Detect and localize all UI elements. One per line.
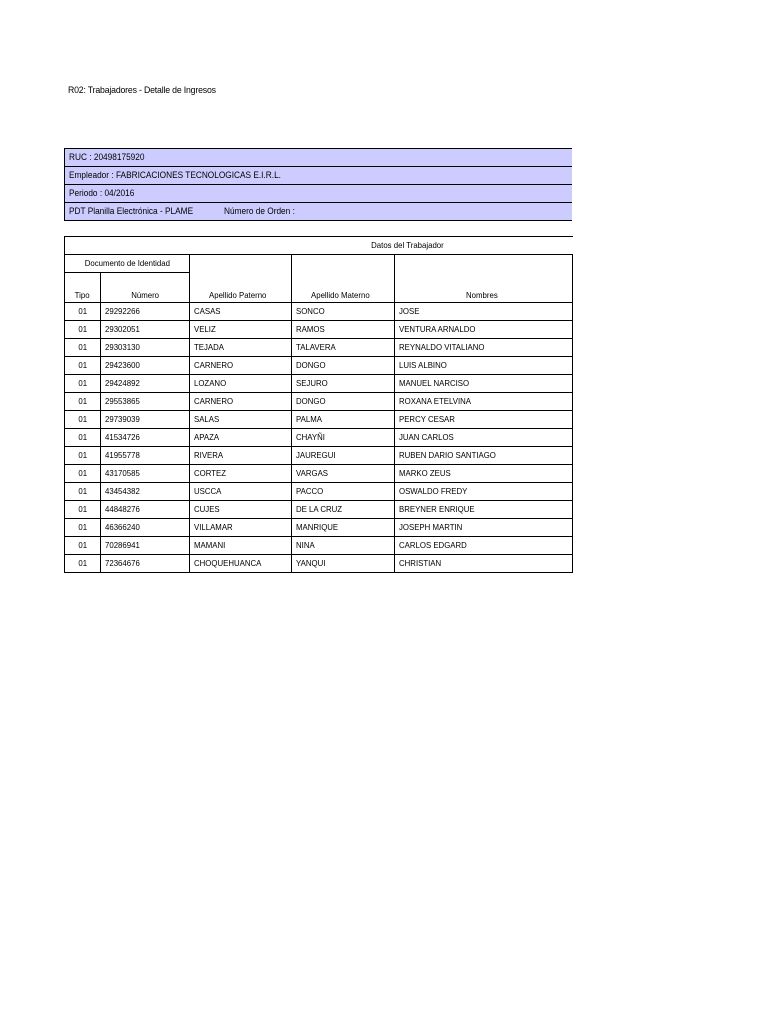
cell-apellido-paterno-text: CORTEZ	[194, 468, 227, 478]
col-header-numero-label: Número	[131, 290, 159, 300]
cell-numero-text: 44848276	[105, 504, 140, 514]
table-row	[65, 303, 573, 321]
cell-nombres-text: JOSEPH MARTIN	[399, 522, 463, 532]
cell-numero	[101, 501, 190, 519]
report-title: R02: Trabajadores - Detalle de Ingresos	[68, 85, 216, 96]
cell-apellido-materno	[292, 303, 395, 321]
ruc-label: RUC : 20498175920	[69, 152, 145, 162]
cell-apellido-materno-text: DONGO	[296, 396, 326, 406]
cell-numero-text: 29292266	[105, 306, 140, 316]
cell-tipo	[65, 519, 101, 537]
col-header-tipo	[65, 273, 101, 303]
employer-row	[65, 167, 572, 185]
cell-numero	[101, 483, 190, 501]
cell-apellido-materno-text: VARGAS	[296, 468, 329, 478]
cell-nombres-text: PERCY CESAR	[399, 414, 455, 424]
cell-apellido-paterno	[190, 555, 292, 573]
cell-apellido-materno	[292, 465, 395, 483]
cell-tipo	[65, 429, 101, 447]
cell-apellido-paterno-text: CUJES	[194, 504, 220, 514]
cell-apellido-materno	[292, 519, 395, 537]
cell-apellido-paterno	[190, 357, 292, 375]
worker-rows	[65, 303, 573, 573]
cell-nombres	[395, 519, 573, 537]
cell-numero-text: 29424892	[105, 378, 140, 388]
cell-nombres	[395, 501, 573, 519]
group-header-cell	[65, 237, 573, 255]
table-row	[65, 483, 573, 501]
cell-tipo	[65, 375, 101, 393]
cell-apellido-paterno-text: CHOQUEHUANCA	[194, 558, 262, 568]
cell-apellido-materno	[292, 447, 395, 465]
cell-nombres-text: MARKO ZEUS	[399, 468, 451, 478]
cell-apellido-materno-text: YANQUI	[296, 558, 326, 568]
workers-table	[64, 236, 573, 573]
cell-nombres	[395, 555, 573, 573]
cell-numero	[101, 357, 190, 375]
cell-numero-text: 29553865	[105, 396, 140, 406]
cell-numero	[101, 303, 190, 321]
cell-tipo-text: 01	[78, 558, 87, 568]
cell-apellido-materno-text: DONGO	[296, 360, 326, 370]
cell-tipo	[65, 501, 101, 519]
cell-tipo	[65, 537, 101, 555]
cell-numero-text: 29303130	[105, 342, 140, 352]
cell-apellido-paterno	[190, 501, 292, 519]
col-header-nombres-label: Nombres	[466, 290, 499, 300]
group-header-label: Datos del Trabajador	[371, 240, 445, 250]
cell-tipo-text: 01	[78, 504, 87, 514]
cell-numero-text: 29423600	[105, 360, 140, 370]
table-row	[65, 465, 573, 483]
cell-tipo	[65, 411, 101, 429]
cell-apellido-paterno	[190, 429, 292, 447]
table-row	[65, 501, 573, 519]
cell-numero	[101, 447, 190, 465]
table-row	[65, 447, 573, 465]
table-group-header-row	[65, 237, 573, 255]
cell-nombres	[395, 357, 573, 375]
cell-apellido-paterno	[190, 483, 292, 501]
table-row	[65, 411, 573, 429]
cell-nombres	[395, 411, 573, 429]
cell-apellido-paterno	[190, 393, 292, 411]
cell-nombres-text: RUBEN DARIO SANTIAGO	[399, 450, 496, 460]
pdt-row	[65, 203, 572, 221]
cell-apellido-paterno-text: TEJADA	[194, 342, 224, 352]
table-row	[65, 321, 573, 339]
cell-apellido-materno	[292, 429, 395, 447]
cell-tipo	[65, 393, 101, 411]
cell-tipo-text: 01	[78, 342, 87, 352]
table-row	[65, 375, 573, 393]
cell-tipo	[65, 303, 101, 321]
cell-tipo-text: 01	[78, 378, 87, 388]
cell-numero-text: 43170585	[105, 468, 140, 478]
cell-apellido-paterno-text: MAMANI	[194, 540, 226, 550]
cell-apellido-materno-text: CHAYÑI	[296, 432, 325, 442]
cell-apellido-materno	[292, 321, 395, 339]
cell-apellido-paterno-text: VILLAMAR	[194, 522, 233, 532]
col-header-apellido-materno	[292, 255, 395, 303]
table-row	[65, 429, 573, 447]
cell-apellido-materno	[292, 393, 395, 411]
cell-tipo-text: 01	[78, 414, 87, 424]
cell-tipo	[65, 555, 101, 573]
cell-tipo	[65, 357, 101, 375]
cell-nombres-text: CHRISTIAN	[399, 558, 442, 568]
cell-apellido-materno-text: SEJURO	[296, 378, 328, 388]
ruc-row	[65, 149, 572, 167]
cell-numero	[101, 321, 190, 339]
cell-apellido-materno-text: RAMOS	[296, 324, 325, 334]
cell-numero-text: 41534726	[105, 432, 140, 442]
cell-numero	[101, 429, 190, 447]
cell-numero-text: 46366240	[105, 522, 140, 532]
cell-nombres	[395, 537, 573, 555]
cell-numero-text: 72364676	[105, 558, 140, 568]
cell-tipo-text: 01	[78, 306, 87, 316]
cell-numero-text: 43454382	[105, 486, 140, 496]
cell-apellido-paterno-text: CARNERO	[194, 396, 234, 406]
cell-tipo-text: 01	[78, 468, 87, 478]
cell-nombres	[395, 375, 573, 393]
employer-info-block	[64, 148, 572, 221]
cell-apellido-materno	[292, 375, 395, 393]
cell-apellido-paterno	[190, 519, 292, 537]
cell-nombres-text: BREYNER ENRIQUE	[399, 504, 475, 514]
period-label: Periodo : 04/2016	[69, 188, 135, 198]
cell-nombres-text: VENTURA ARNALDO	[399, 324, 476, 334]
cell-nombres	[395, 429, 573, 447]
col-header-nombres	[395, 255, 573, 303]
cell-apellido-paterno-text: CARNERO	[194, 360, 234, 370]
cell-numero-text: 41955778	[105, 450, 140, 460]
cell-numero	[101, 465, 190, 483]
cell-tipo	[65, 465, 101, 483]
cell-apellido-paterno-text: LOZANO	[194, 378, 227, 388]
pdt-label: PDT Planilla Electrónica - PLAME	[69, 206, 194, 216]
cell-apellido-materno	[292, 411, 395, 429]
cell-apellido-materno-text: NINA	[296, 540, 315, 550]
cell-tipo	[65, 339, 101, 357]
cell-nombres	[395, 303, 573, 321]
cell-apellido-paterno	[190, 339, 292, 357]
cell-nombres	[395, 465, 573, 483]
cell-apellido-paterno	[190, 537, 292, 555]
table-row	[65, 357, 573, 375]
cell-apellido-paterno	[190, 303, 292, 321]
cell-apellido-materno-text: PALMA	[296, 414, 322, 424]
cell-tipo-text: 01	[78, 522, 87, 532]
col-header-apellido-paterno-label: Apellido Paterno	[209, 290, 267, 300]
period-row	[65, 185, 572, 203]
order-number-label: Número de Orden :	[224, 206, 295, 216]
table-row	[65, 537, 573, 555]
cell-numero	[101, 411, 190, 429]
table-row	[65, 393, 573, 411]
cell-apellido-paterno-text: USCCA	[194, 486, 222, 496]
cell-nombres	[395, 483, 573, 501]
cell-nombres-text: ROXANA ETELVINA	[399, 396, 472, 406]
cell-apellido-paterno-text: APAZA	[194, 432, 220, 442]
employer-label: Empleador : FABRICACIONES TECNOLOGICAS E.I.R.L.	[69, 170, 281, 180]
doc-header-label: Documento de Identidad	[84, 258, 170, 268]
cell-tipo-text: 01	[78, 396, 87, 406]
cell-tipo-text: 01	[78, 450, 87, 460]
cell-nombres-text: REYNALDO VITALIANO	[399, 342, 485, 352]
cell-numero	[101, 555, 190, 573]
cell-nombres-text: CARLOS EDGARD	[399, 540, 467, 550]
cell-apellido-paterno	[190, 411, 292, 429]
cell-nombres-text: MANUEL NARCISO	[399, 378, 470, 388]
cell-apellido-materno-text: TALAVERA	[296, 342, 336, 352]
col-header-tipo-label: Tipo	[75, 290, 90, 300]
cell-numero-text: 29739039	[105, 414, 140, 424]
cell-tipo-text: 01	[78, 540, 87, 550]
table-row	[65, 555, 573, 573]
cell-nombres	[395, 447, 573, 465]
cell-apellido-materno-text: PACCO	[296, 486, 324, 496]
cell-numero	[101, 519, 190, 537]
cell-apellido-paterno	[190, 375, 292, 393]
cell-tipo-text: 01	[78, 486, 87, 496]
table-row	[65, 519, 573, 537]
cell-apellido-paterno-text: SALAS	[194, 414, 220, 424]
cell-nombres-text: LUIS ALBINO	[399, 360, 447, 370]
col-header-numero	[101, 273, 190, 303]
cell-nombres	[395, 339, 573, 357]
cell-numero	[101, 339, 190, 357]
cell-apellido-paterno-text: RIVERA	[194, 450, 224, 460]
doc-header-row	[65, 255, 573, 273]
cell-apellido-materno	[292, 501, 395, 519]
cell-tipo-text: 01	[78, 432, 87, 442]
cell-apellido-materno-text: DE LA CRUZ	[296, 504, 343, 514]
cell-apellido-paterno-text: CASAS	[194, 306, 221, 316]
cell-nombres	[395, 393, 573, 411]
cell-numero-text: 29302051	[105, 324, 140, 334]
cell-apellido-paterno	[190, 321, 292, 339]
cell-apellido-paterno-text: VELIZ	[194, 324, 216, 334]
cell-tipo	[65, 483, 101, 501]
cell-nombres-text: JOSE	[399, 306, 420, 316]
cell-apellido-paterno	[190, 465, 292, 483]
cell-apellido-materno	[292, 339, 395, 357]
cell-numero-text: 70286941	[105, 540, 140, 550]
cell-apellido-materno-text: MANRIQUE	[296, 522, 339, 532]
cell-tipo-text: 01	[78, 360, 87, 370]
cell-tipo	[65, 447, 101, 465]
cell-nombres-text: JUAN CARLOS	[399, 432, 454, 442]
cell-numero	[101, 537, 190, 555]
col-header-apellido-paterno	[190, 255, 292, 303]
cell-apellido-materno-text: JAUREGUI	[296, 450, 336, 460]
cell-apellido-materno	[292, 537, 395, 555]
cell-numero	[101, 375, 190, 393]
cell-apellido-materno	[292, 483, 395, 501]
doc-header-cell	[65, 255, 190, 273]
cell-nombres	[395, 321, 573, 339]
table-row	[65, 339, 573, 357]
cell-apellido-materno	[292, 555, 395, 573]
cell-apellido-materno	[292, 357, 395, 375]
cell-apellido-materno-text: SONCO	[296, 306, 325, 316]
cell-tipo-text: 01	[78, 324, 87, 334]
cell-apellido-paterno	[190, 447, 292, 465]
cell-nombres-text: OSWALDO FREDY	[399, 486, 468, 496]
cell-tipo	[65, 321, 101, 339]
cell-numero	[101, 393, 190, 411]
col-header-apellido-materno-label: Apellido Materno	[311, 290, 370, 300]
